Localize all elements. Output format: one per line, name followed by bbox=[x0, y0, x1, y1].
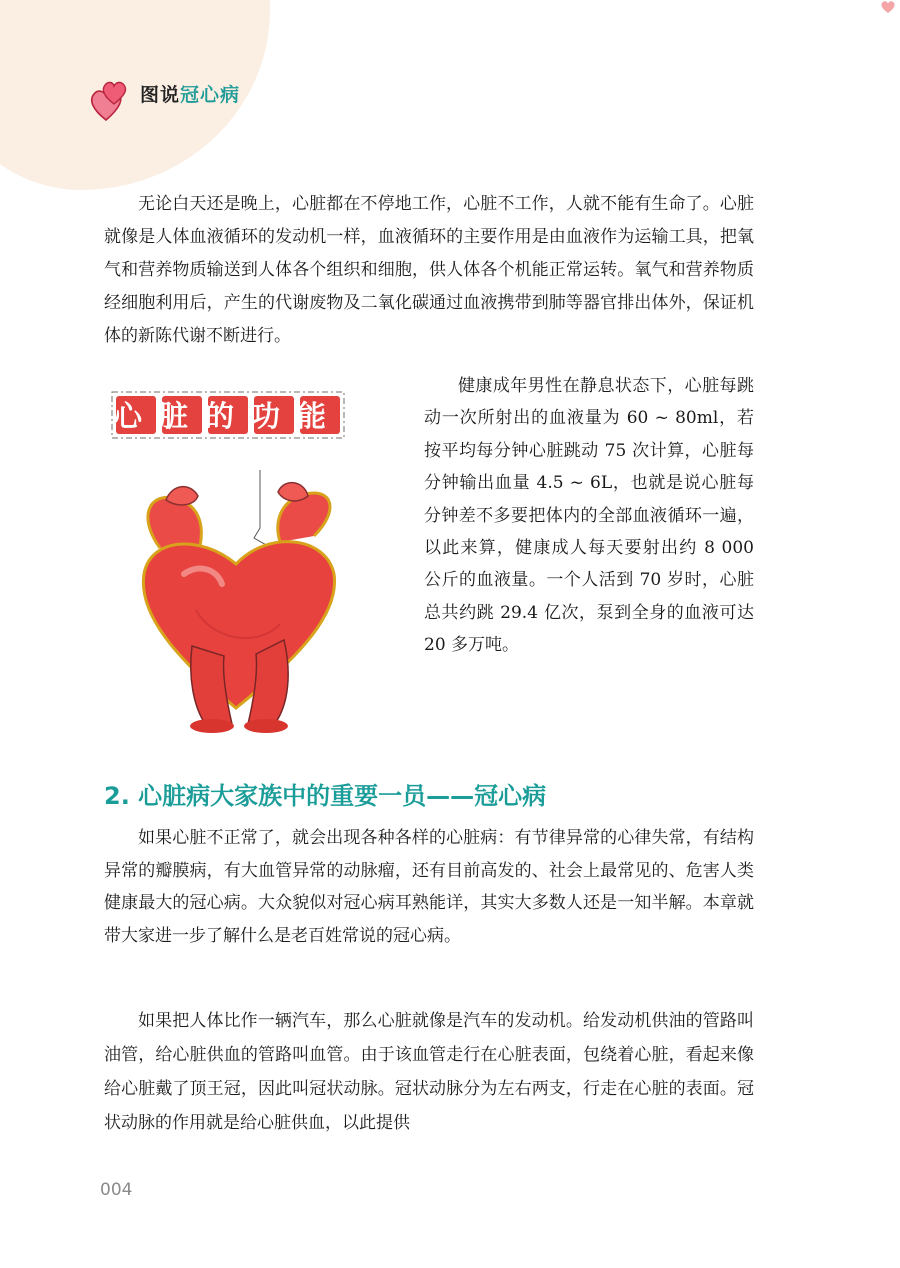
heart-output-paragraph: 健康成年男性在静息状态下，心脏每跳动一次所射出的血液量为 60 ~ 80ml，若按平均每分钟心脏跳动 75 次计算，心脏每分钟输出血量 4.5 ~ 6L，也就是说心脏每分钟差不多要把体内的全部血液循环一遍，以此来算，健康成人每天要射出约 8 000 公斤的血液量。一个人活到 70 岁时，心脏总共约跳 29.4 亿次，泵到全身的血液可达 20 多万吨。 bbox=[424, 376, 754, 656]
banner-text: 心脏的功能 bbox=[112, 399, 344, 433]
book-title-part2: 冠心病 bbox=[180, 83, 241, 106]
intro-paragraph: 无论白天还是晚上，心脏都在不停地工作，心脏不工作，人就不能有生命了。心脏就像是人体血液循环的发动机一样，血液循环的主要作用是由血液作为运输工具，把氧气和营养物质输送到人体各个组织和细胞，供人体各个机能正常运转。氧气和营养物质经细胞利用后，产生的代谢废物及二氧化碳通过血液携带到肺等器官排出体外，保证机体的新陈代谢不断进行。 bbox=[104, 194, 754, 346]
banner bbox=[112, 392, 344, 438]
book-title-part1: 图说 bbox=[140, 83, 181, 106]
heart-disease-paragraph: 如果心脏不正常了，就会出现各种各样的心脏病：有节律异常的心律失常，有结构异常的瓣膜病，有大血管异常的动脉瘤，还有目前高发的、社会上最常见的、危害人类健康最大的冠心病。大众貌似对冠心病耳熟能详，其实大多数人还是一知半解。本章就带大家进一步了解什么是老百姓常说的冠心病。 bbox=[104, 828, 754, 946]
section-heading: 2. 心脏病大家族中的重要一员——冠心病 bbox=[104, 782, 547, 810]
heart-figure bbox=[143, 483, 334, 733]
corner-heart-mark bbox=[880, 0, 896, 14]
book-title bbox=[140, 80, 240, 107]
coronary-artery-paragraph: 如果把人体比作一辆汽车，那么心脏就像是汽车的发动机。给发动机供油的管路叫油管，给心脏供血的管路叫血管。由于该血管走行在心脏表面，包绕着心脏，看起来像给心脏戴了顶王冠，因此叫冠状动脉。冠状动脉分为左右两支，行走在心脏的表面。冠状动脉的作用就是给心脏供血，以此提供 bbox=[104, 1011, 754, 1133]
strong-heart-illustration bbox=[108, 378, 370, 740]
running-header bbox=[88, 72, 240, 132]
page-number: 004 bbox=[100, 1180, 133, 1200]
hearts-logo-icon bbox=[88, 74, 136, 130]
